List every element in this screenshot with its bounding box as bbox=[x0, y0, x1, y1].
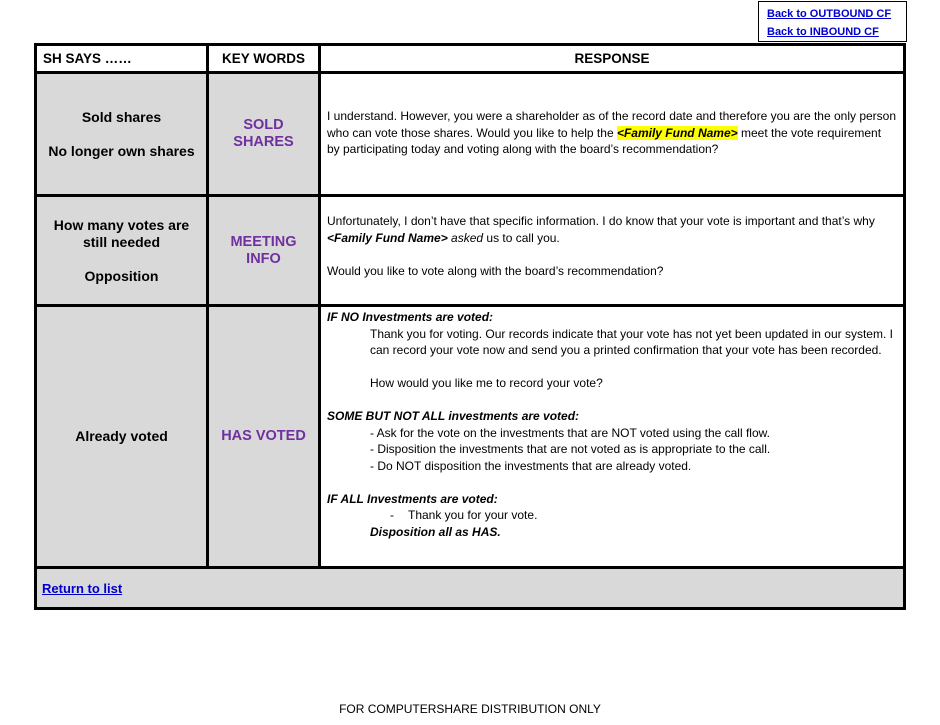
response-text: Would you like to vote along with the board’s recommendation? bbox=[327, 263, 664, 278]
response-list-item: - Disposition the investments that are not voted as is appropriate to the call. bbox=[370, 442, 771, 456]
keyword-cell bbox=[209, 74, 318, 194]
response-text: asked bbox=[447, 230, 484, 245]
header-key-words: KEY WORDS bbox=[209, 46, 318, 71]
back-to-inbound-link[interactable]: Back to INBOUND CF bbox=[767, 26, 879, 38]
response-text: Disposition all as HAS. bbox=[370, 524, 501, 539]
sh-says-cell bbox=[37, 307, 206, 566]
bottom-row bbox=[37, 569, 903, 607]
keyword-cell bbox=[209, 197, 318, 304]
sh-says-cell bbox=[37, 74, 206, 194]
return-to-list-link[interactable]: Return to list bbox=[42, 581, 123, 596]
sh-says-text: Opposition bbox=[84, 267, 159, 284]
back-to-outbound-link[interactable]: Back to OUTBOUND CF bbox=[767, 8, 892, 20]
response-list-item: - Ask for the vote on the investments that are NOT voted using the call flow. bbox=[370, 425, 770, 440]
response-cell bbox=[321, 307, 903, 566]
condition-heading: SOME BUT NOT ALL investments are voted: bbox=[327, 409, 580, 423]
navigation-box bbox=[758, 1, 907, 42]
dash-bullet: - bbox=[390, 508, 394, 522]
keyword-text: HAS VOTED bbox=[221, 428, 306, 444]
row-divider bbox=[37, 194, 903, 197]
condition-heading: IF NO Investments are voted: bbox=[327, 310, 494, 324]
header-response: RESPONSE bbox=[321, 46, 903, 71]
response-text: meet the vote requirement by participating today and voting along with the board’s recommendation? bbox=[327, 125, 882, 156]
response-text: Thank you for voting. Our records indicate that your vote has not yet been updated in our system. I can record your vote now and send you a printed confirmation that your vote has been recorded. bbox=[370, 326, 893, 357]
response-list-item bbox=[327, 507, 897, 524]
response-paragraph bbox=[327, 108, 897, 158]
keyword-text: SOLD bbox=[243, 117, 284, 133]
response-paragraph bbox=[327, 230, 897, 247]
sh-says-cell bbox=[37, 197, 206, 304]
keyword-text: SHARES bbox=[233, 134, 294, 150]
call-response-table bbox=[34, 43, 906, 610]
sh-says-text: still needed bbox=[82, 233, 161, 250]
family-fund-name-highlight: <Family Fund Name> bbox=[616, 125, 738, 140]
sh-says-text: Sold shares bbox=[81, 108, 162, 125]
sh-says-text: How many votes are bbox=[53, 216, 190, 233]
response-text: I understand. However, you were a shareholder as of the record date and therefore you are the only person who can vote those shares. Would you like to help the bbox=[327, 109, 897, 140]
keyword-cell bbox=[209, 307, 318, 566]
row-divider bbox=[37, 71, 903, 74]
response-text: Unfortunately, I don’t have that specific information. I do know that your vote is important and that’s why bbox=[327, 214, 875, 228]
response-text: us to call you. bbox=[483, 230, 560, 245]
header-sh-says: SH SAYS …… bbox=[37, 46, 206, 71]
footer-text: FOR COMPUTERSHARE DISTRIBUTION ONLY bbox=[339, 702, 601, 716]
family-fund-name: <Family Fund Name> bbox=[327, 230, 448, 245]
response-cell bbox=[321, 197, 903, 304]
response-cell bbox=[321, 74, 903, 194]
sh-says-text: Already voted bbox=[75, 428, 168, 444]
condition-heading: IF ALL Investments are voted: bbox=[327, 491, 498, 506]
sh-says-text: No longer own shares bbox=[48, 142, 195, 159]
keyword-text: INFO bbox=[246, 250, 281, 267]
response-text: Thank you for your vote. bbox=[408, 508, 538, 522]
row-divider bbox=[37, 304, 903, 307]
response-list-item: - Do NOT disposition the investments that are already voted. bbox=[370, 458, 692, 473]
keyword-text: MEETING bbox=[230, 233, 297, 250]
response-text: How would you like me to record your vote? bbox=[370, 376, 603, 390]
